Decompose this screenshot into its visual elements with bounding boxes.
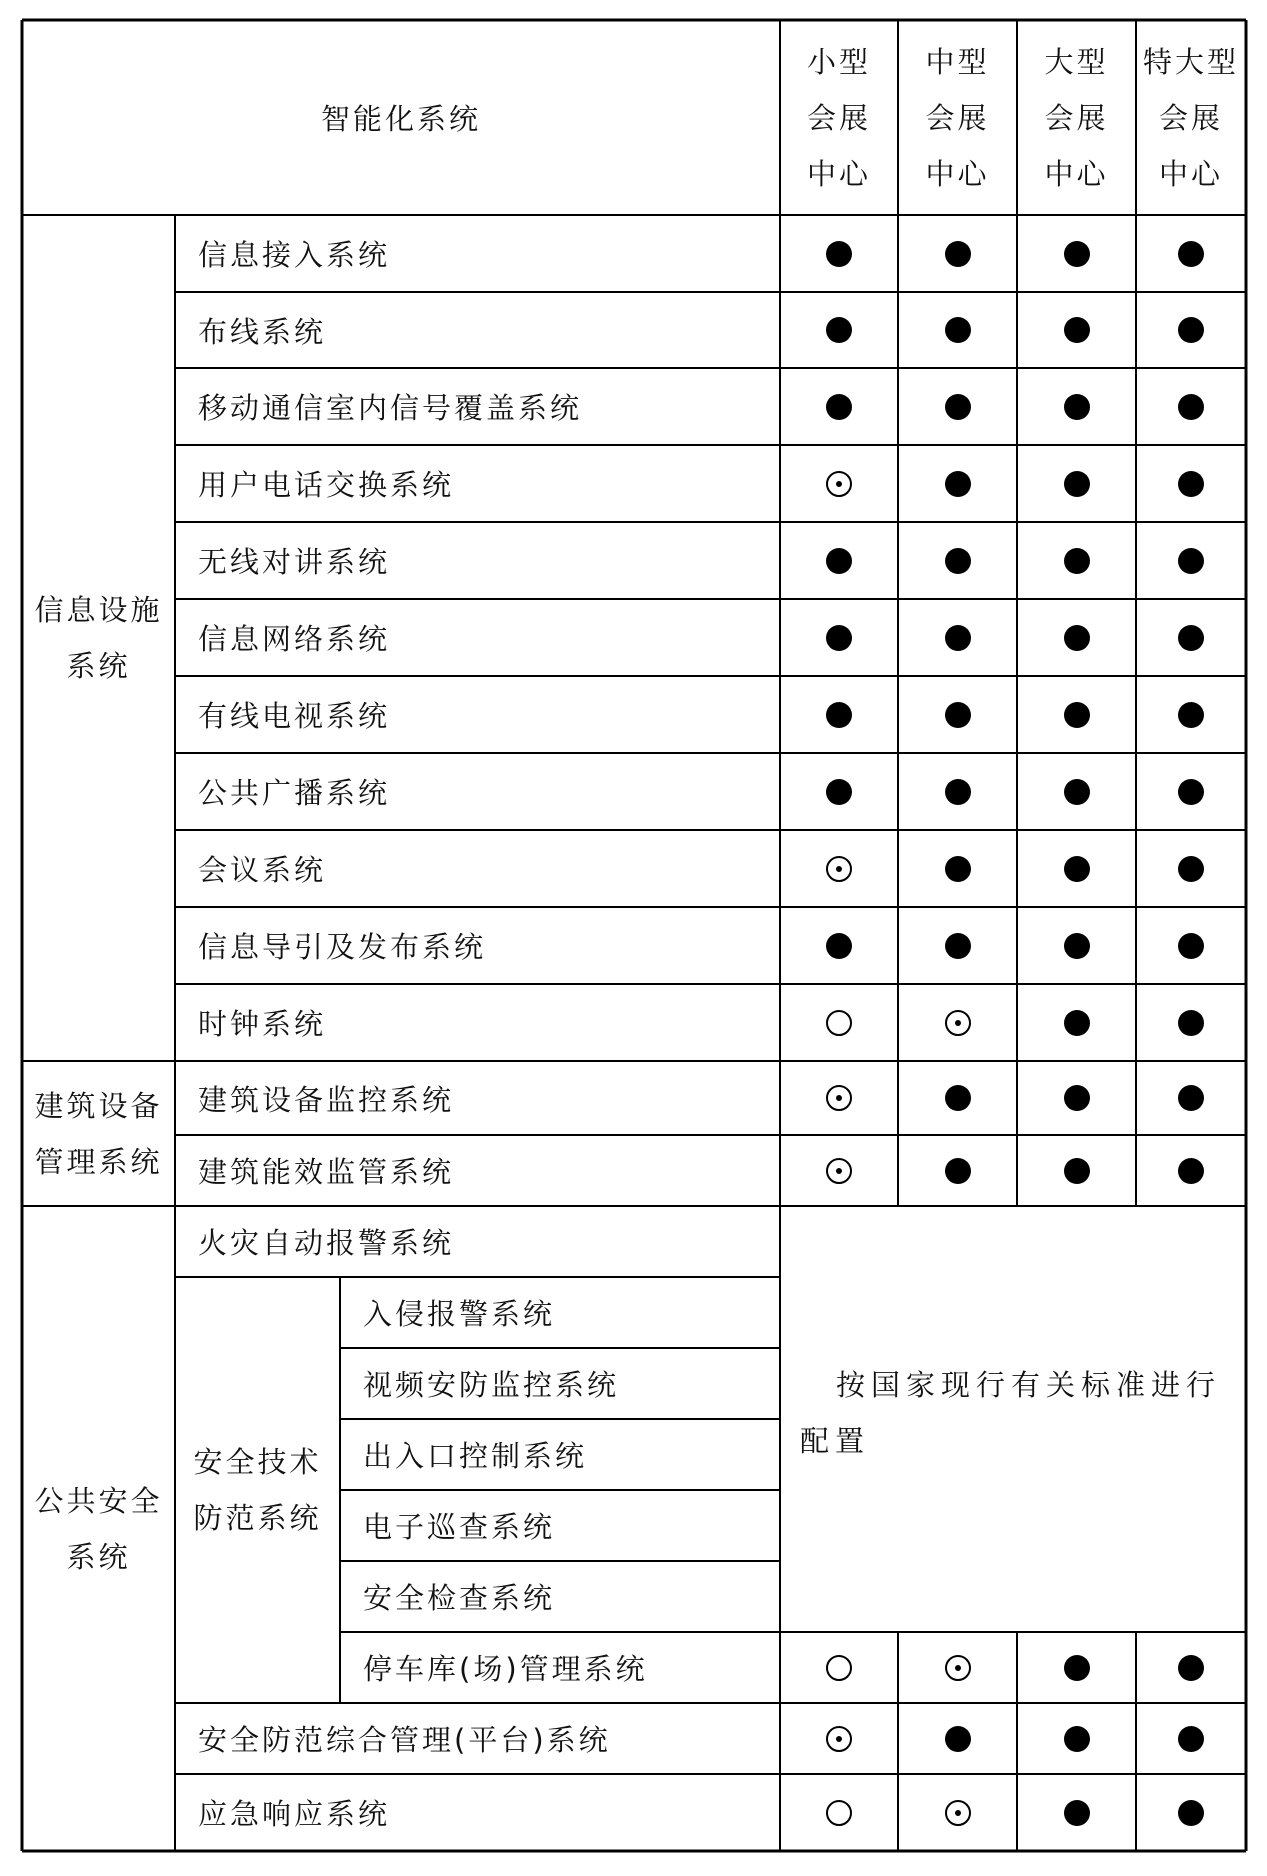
mark-filled-icon bbox=[1057, 464, 1097, 504]
filled-dot-icon bbox=[945, 394, 971, 420]
mark-optional-icon bbox=[819, 1151, 859, 1191]
mark-filled-icon bbox=[938, 464, 978, 504]
group-security-line: 系统 bbox=[66, 1539, 131, 1574]
header-medium-line: 中型 bbox=[925, 44, 990, 79]
row-name: 入侵报警系统 bbox=[363, 1297, 556, 1331]
table-row-label bbox=[340, 1277, 780, 1348]
table-row-label bbox=[175, 1774, 780, 1851]
mark-optional-icon bbox=[938, 1793, 978, 1833]
filled-dot-icon bbox=[945, 933, 971, 959]
dotted-circle-icon bbox=[826, 1158, 852, 1184]
mark-empty-icon bbox=[819, 1793, 859, 1833]
row-name: 安全防范综合管理(平台)系统 bbox=[198, 1723, 611, 1757]
mark-filled-icon bbox=[938, 618, 978, 658]
table-row-label bbox=[175, 522, 780, 599]
table-row-label bbox=[175, 907, 780, 984]
merged-note-line: 配置 bbox=[800, 1424, 871, 1458]
mark-empty-icon bbox=[819, 1003, 859, 1043]
table-row-label bbox=[340, 1561, 780, 1632]
filled-dot-icon bbox=[1064, 241, 1090, 267]
mark-filled-icon bbox=[938, 849, 978, 889]
filled-dot-icon bbox=[1178, 394, 1204, 420]
mark-filled-icon bbox=[938, 926, 978, 966]
table-row-label bbox=[175, 215, 780, 292]
filled-dot-icon bbox=[1064, 1655, 1090, 1681]
mark-filled-icon bbox=[819, 234, 859, 274]
mark-filled-icon bbox=[1057, 387, 1097, 427]
mark-filled-icon bbox=[819, 926, 859, 966]
mark-filled-icon bbox=[938, 310, 978, 350]
filled-dot-icon bbox=[1178, 548, 1204, 574]
filled-dot-icon bbox=[826, 548, 852, 574]
filled-dot-icon bbox=[826, 317, 852, 343]
group-info-line: 系统 bbox=[66, 649, 131, 683]
row-name: 信息接入系统 bbox=[198, 238, 391, 272]
table-row-label bbox=[340, 1632, 780, 1703]
filled-dot-icon bbox=[1178, 779, 1204, 805]
filled-dot-icon bbox=[1064, 317, 1090, 343]
mark-filled-icon bbox=[1057, 310, 1097, 350]
mark-filled-icon bbox=[819, 310, 859, 350]
mark-filled-icon bbox=[1171, 310, 1211, 350]
table-row-label bbox=[175, 984, 780, 1061]
filled-dot-icon bbox=[826, 933, 852, 959]
header-small-line: 中心 bbox=[806, 156, 871, 191]
table-row-label bbox=[175, 599, 780, 676]
mark-filled-icon bbox=[1171, 1151, 1211, 1191]
mark-filled-icon bbox=[1057, 1793, 1097, 1833]
filled-dot-icon bbox=[1064, 1085, 1090, 1111]
filled-dot-icon bbox=[1178, 1085, 1204, 1111]
filled-dot-icon bbox=[1064, 856, 1090, 882]
merged-note bbox=[800, 1357, 1236, 1469]
row-name: 用户电话交换系统 bbox=[198, 468, 455, 502]
row-name: 时钟系统 bbox=[198, 1007, 327, 1041]
filled-dot-icon bbox=[945, 1085, 971, 1111]
filled-dot-icon bbox=[1178, 1726, 1204, 1752]
mark-filled-icon bbox=[1171, 926, 1211, 966]
empty-circle-icon bbox=[826, 1010, 852, 1036]
mark-filled-icon bbox=[1171, 1003, 1211, 1043]
filled-dot-icon bbox=[1178, 1800, 1204, 1826]
mark-filled-icon bbox=[1057, 772, 1097, 812]
row-name: 电子巡查系统 bbox=[363, 1510, 556, 1544]
group-tech-defense-line: 防范系统 bbox=[193, 1501, 322, 1535]
mark-optional-icon bbox=[819, 1078, 859, 1118]
filled-dot-icon bbox=[945, 471, 971, 497]
filled-dot-icon bbox=[945, 548, 971, 574]
header-large bbox=[1017, 20, 1136, 215]
merged-note-line: 按国家现行有关标准进行 bbox=[836, 1368, 1222, 1402]
filled-dot-icon bbox=[945, 317, 971, 343]
mark-filled-icon bbox=[1057, 695, 1097, 735]
table-row-label bbox=[175, 753, 780, 830]
filled-dot-icon bbox=[1178, 471, 1204, 497]
row-name: 建筑能效监管系统 bbox=[198, 1155, 455, 1189]
table-row-label bbox=[340, 1490, 780, 1561]
table-row-label bbox=[340, 1419, 780, 1490]
mark-filled-icon bbox=[1057, 1648, 1097, 1688]
dotted-circle-icon bbox=[826, 856, 852, 882]
row-name: 布线系统 bbox=[198, 314, 327, 349]
mark-filled-icon bbox=[938, 234, 978, 274]
table-row-label bbox=[175, 292, 780, 368]
mark-filled-icon bbox=[938, 1719, 978, 1759]
filled-dot-icon bbox=[1178, 1158, 1204, 1184]
filled-dot-icon bbox=[1064, 394, 1090, 420]
header-medium-line: 中心 bbox=[925, 156, 990, 191]
filled-dot-icon bbox=[1178, 702, 1204, 728]
mark-filled-icon bbox=[1057, 541, 1097, 581]
filled-dot-icon bbox=[1064, 625, 1090, 651]
filled-dot-icon bbox=[1178, 1655, 1204, 1681]
table-row-label bbox=[175, 1061, 780, 1135]
filled-dot-icon bbox=[945, 1726, 971, 1752]
row-name: 信息网络系统 bbox=[198, 622, 391, 656]
dotted-circle-icon bbox=[945, 1655, 971, 1681]
filled-dot-icon bbox=[945, 702, 971, 728]
mark-optional-icon bbox=[819, 1719, 859, 1759]
row-name: 公共广播系统 bbox=[198, 776, 391, 810]
header-large-line: 会展 bbox=[1044, 100, 1109, 135]
group-security bbox=[22, 1206, 175, 1851]
mark-filled-icon bbox=[819, 695, 859, 735]
row-name: 建筑设备监控系统 bbox=[198, 1082, 455, 1117]
mark-filled-icon bbox=[938, 1078, 978, 1118]
header-medium-line: 会展 bbox=[925, 100, 990, 135]
empty-circle-icon bbox=[826, 1655, 852, 1681]
header-large-line: 大型 bbox=[1044, 44, 1109, 79]
filled-dot-icon bbox=[1064, 548, 1090, 574]
group-building-line: 管理系统 bbox=[34, 1144, 163, 1179]
filled-dot-icon bbox=[826, 779, 852, 805]
group-info bbox=[22, 215, 175, 1061]
header-xlarge bbox=[1136, 20, 1246, 215]
dotted-circle-icon bbox=[945, 1010, 971, 1036]
dotted-circle-icon bbox=[826, 1085, 852, 1111]
filled-dot-icon bbox=[1064, 1726, 1090, 1752]
filled-dot-icon bbox=[1064, 471, 1090, 497]
filled-dot-icon bbox=[826, 241, 852, 267]
mark-filled-icon bbox=[1171, 464, 1211, 504]
mark-filled-icon bbox=[1057, 1078, 1097, 1118]
mark-filled-icon bbox=[1171, 1793, 1211, 1833]
group-building-line: 建筑设备 bbox=[34, 1088, 163, 1123]
mark-filled-icon bbox=[819, 772, 859, 812]
mark-filled-icon bbox=[1171, 695, 1211, 735]
filled-dot-icon bbox=[826, 625, 852, 651]
dotted-circle-icon bbox=[826, 1726, 852, 1752]
mark-empty-icon bbox=[819, 1648, 859, 1688]
mark-filled-icon bbox=[1171, 1648, 1211, 1688]
mark-filled-icon bbox=[1171, 234, 1211, 274]
dotted-circle-icon bbox=[945, 1800, 971, 1826]
mark-filled-icon bbox=[938, 772, 978, 812]
mark-optional-icon bbox=[938, 1003, 978, 1043]
table-row-label bbox=[175, 445, 780, 522]
filled-dot-icon bbox=[1178, 1010, 1204, 1036]
mark-filled-icon bbox=[1057, 234, 1097, 274]
row-name: 有线电视系统 bbox=[198, 699, 391, 733]
row-name: 无线对讲系统 bbox=[198, 545, 391, 579]
row-name: 视频安防监控系统 bbox=[363, 1368, 620, 1402]
header-small bbox=[780, 20, 898, 215]
mark-filled-icon bbox=[1057, 849, 1097, 889]
mark-filled-icon bbox=[1057, 1003, 1097, 1043]
mark-optional-icon bbox=[819, 849, 859, 889]
mark-filled-icon bbox=[1057, 926, 1097, 966]
mark-filled-icon bbox=[938, 541, 978, 581]
filled-dot-icon bbox=[945, 241, 971, 267]
mark-filled-icon bbox=[938, 1151, 978, 1191]
group-building bbox=[22, 1061, 175, 1206]
filled-dot-icon bbox=[1178, 241, 1204, 267]
filled-dot-icon bbox=[945, 625, 971, 651]
table-row-label bbox=[175, 676, 780, 753]
header-xlarge-line: 中心 bbox=[1158, 156, 1223, 191]
header-large-line: 中心 bbox=[1044, 156, 1109, 191]
row-name: 安全检查系统 bbox=[363, 1581, 556, 1615]
table-row-label bbox=[175, 1703, 780, 1774]
mark-filled-icon bbox=[938, 387, 978, 427]
filled-dot-icon bbox=[945, 1158, 971, 1184]
filled-dot-icon bbox=[1178, 856, 1204, 882]
row-name: 停车库(场)管理系统 bbox=[363, 1652, 648, 1686]
filled-dot-icon bbox=[945, 779, 971, 805]
row-name: 移动通信室内信号覆盖系统 bbox=[198, 391, 583, 425]
mark-optional-icon bbox=[819, 464, 859, 504]
mark-filled-icon bbox=[1171, 772, 1211, 812]
mark-filled-icon bbox=[1171, 541, 1211, 581]
row-name: 火灾自动报警系统 bbox=[198, 1226, 455, 1260]
header-medium bbox=[898, 20, 1017, 215]
table-row-label bbox=[175, 1135, 780, 1206]
group-security-line: 公共安全 bbox=[34, 1483, 163, 1518]
mark-filled-icon bbox=[1171, 849, 1211, 889]
mark-filled-icon bbox=[1057, 1151, 1097, 1191]
mark-filled-icon bbox=[1171, 618, 1211, 658]
filled-dot-icon bbox=[1064, 1010, 1090, 1036]
table-row-label bbox=[340, 1348, 780, 1419]
row-name: 出入口控制系统 bbox=[363, 1439, 588, 1473]
filled-dot-icon bbox=[1064, 1158, 1090, 1184]
header-system-label: 智能化系统 bbox=[320, 102, 481, 136]
mark-filled-icon bbox=[819, 541, 859, 581]
header-system bbox=[22, 20, 780, 215]
row-name: 信息导引及发布系统 bbox=[198, 930, 487, 964]
header-xlarge-line: 会展 bbox=[1158, 100, 1223, 135]
row-name: 应急响应系统 bbox=[198, 1797, 391, 1831]
filled-dot-icon bbox=[1178, 317, 1204, 343]
mark-filled-icon bbox=[819, 387, 859, 427]
header-small-line: 小型 bbox=[806, 44, 871, 79]
header-xlarge-line: 特大型 bbox=[1142, 44, 1239, 79]
dotted-circle-icon bbox=[826, 471, 852, 497]
mark-filled-icon bbox=[1057, 1719, 1097, 1759]
filled-dot-icon bbox=[826, 702, 852, 728]
group-tech-defense-line: 安全技术 bbox=[193, 1445, 322, 1479]
mark-filled-icon bbox=[1171, 1078, 1211, 1118]
filled-dot-icon bbox=[945, 856, 971, 882]
mark-filled-icon bbox=[1171, 387, 1211, 427]
table-row-label bbox=[175, 1206, 780, 1277]
filled-dot-icon bbox=[1064, 702, 1090, 728]
table-row-label bbox=[175, 830, 780, 907]
mark-filled-icon bbox=[1171, 1719, 1211, 1759]
row-name: 会议系统 bbox=[198, 853, 327, 887]
group-info-line: 信息设施 bbox=[34, 593, 163, 627]
mark-filled-icon bbox=[938, 695, 978, 735]
filled-dot-icon bbox=[1064, 779, 1090, 805]
filled-dot-icon bbox=[1064, 1800, 1090, 1826]
mark-filled-icon bbox=[819, 618, 859, 658]
table-row-label bbox=[175, 368, 780, 445]
filled-dot-icon bbox=[1064, 933, 1090, 959]
group-tech-defense bbox=[175, 1277, 340, 1703]
empty-circle-icon bbox=[826, 1800, 852, 1826]
mark-filled-icon bbox=[1057, 618, 1097, 658]
header-small-line: 会展 bbox=[806, 100, 871, 135]
filled-dot-icon bbox=[1178, 625, 1204, 651]
filled-dot-icon bbox=[1178, 933, 1204, 959]
filled-dot-icon bbox=[826, 394, 852, 420]
mark-optional-icon bbox=[938, 1648, 978, 1688]
